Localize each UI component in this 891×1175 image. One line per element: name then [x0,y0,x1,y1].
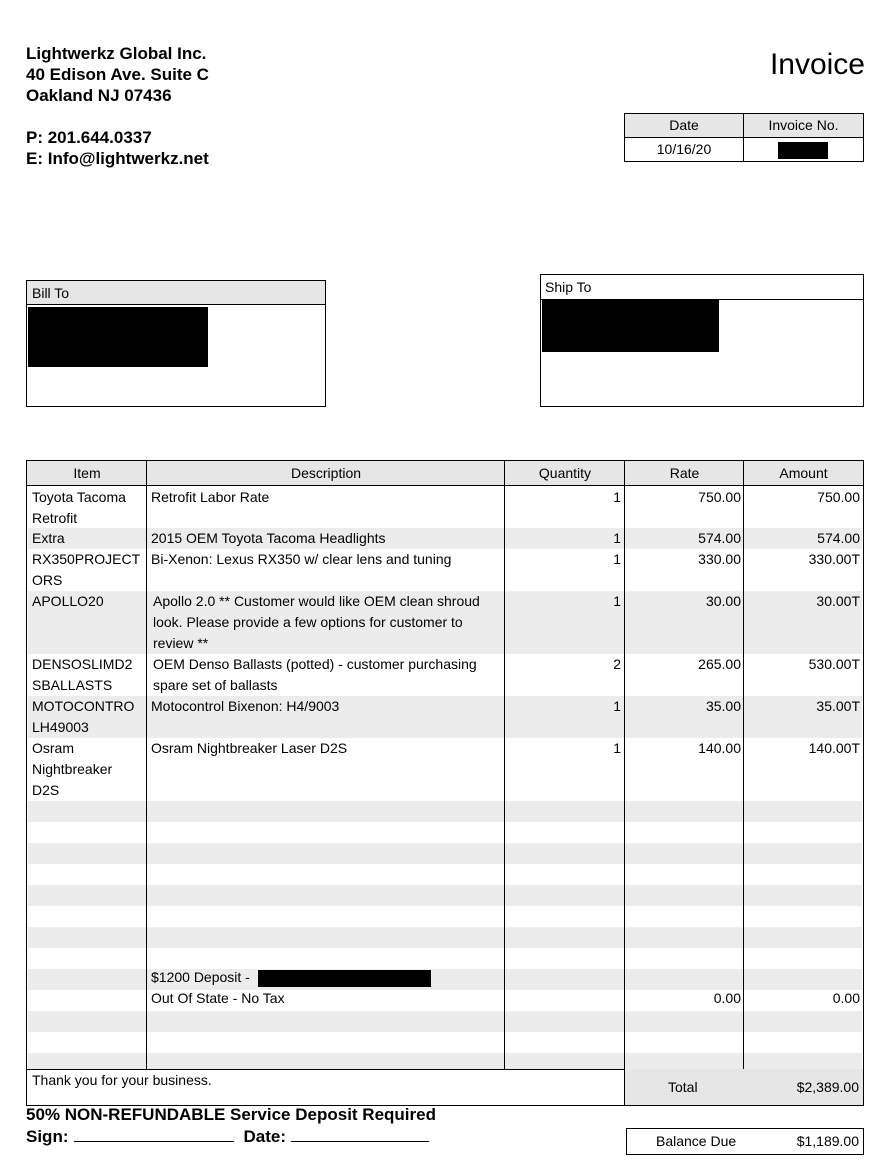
ship-to-box [540,274,864,407]
rate-cell: 330.00 [698,551,741,567]
item-cell: Extra [32,530,65,546]
invoice-title: Invoice [769,48,865,81]
row-stripe [28,843,862,864]
amount-cell: 30.00T [816,593,860,609]
rate-cell: 574.00 [698,530,741,546]
row-stripe [28,1011,862,1032]
description-cell: Apollo 2.0 ** Customer would like OEM clean shroud look. Please provide a few options for customer to review ** [153,593,480,651]
company-phone: P: 201.644.0337 [26,128,152,147]
col-header-rate: Rate [669,465,700,481]
description-cell: Retrofit Labor Rate [151,489,270,505]
total-label: Total [668,1079,698,1095]
description-cell: 2015 OEM Toyota Tacoma Headlights [151,530,386,546]
quantity-cell: 1 [613,698,621,714]
ship-to-label: Ship To [541,275,863,300]
quantity-cell: 1 [613,551,621,567]
col-header-description: Description [290,465,362,481]
row-stripe [28,1053,862,1069]
balance-due-value: $1,189.00 [796,1133,859,1149]
rate-cell: 30.00 [705,593,741,609]
sign-date-label: Date: [243,1127,287,1146]
redacted-deposit-details [258,970,431,987]
line-items-table [26,460,864,1070]
company-email: E: Info@lightwerkz.net [26,149,209,168]
rate-cell: 750.00 [698,489,741,505]
balance-due-box [626,1128,864,1155]
sign-label: Sign: [26,1127,69,1146]
item-cell: RX350PROJECT ORS [32,551,141,588]
tax-description: Out Of State - No Tax [151,990,285,1006]
deposit-note: 50% NON-REFUNDABLE Service Deposit Required [26,1105,436,1124]
row-stripe [28,885,862,906]
column-divider [146,461,147,1069]
amount-cell: 750.00 [817,489,860,505]
quantity-cell: 1 [613,530,621,546]
company-address-line2: Oakland NJ 07436 [26,86,172,105]
quantity-cell: 2 [613,656,621,672]
thank-you-note: Thank you for your business. [26,1069,626,1106]
col-header-item: Item [73,465,101,481]
bill-to-box [26,280,326,407]
deposit-description: $1200 Deposit - [151,969,250,985]
item-cell: Toyota Tacoma Retrofit [32,489,126,526]
redacted-invoice-number [778,142,828,159]
invoice-no-header: Invoice No. [744,114,863,138]
redacted-ship-to-address [542,300,719,352]
row-stripe [28,927,862,948]
item-cell: Osram Nightbreaker D2S [32,740,113,798]
quantity-cell: 1 [613,489,621,505]
item-cell: DENSOSLIMD2 SBALLASTS [32,656,133,693]
table-header [27,461,863,486]
quantity-cell: 1 [613,740,621,756]
signature-blank[interactable] [74,1127,234,1142]
company-info [26,43,209,169]
amount-cell: 330.00T [808,551,860,567]
invoice-date: 10/16/20 [625,138,744,161]
col-header-amount: Amount [779,465,828,481]
balance-due-label: Balance Due [656,1133,737,1149]
quantity-cell: 1 [613,593,621,609]
signature-line [26,1127,439,1147]
rate-cell: 35.00 [705,698,741,714]
item-cell: APOLLO20 [32,593,104,609]
item-cell: MOTOCONTRO LH49003 [32,698,135,735]
description-cell: Osram Nightbreaker Laser D2S [151,740,348,756]
invoice-meta-table [624,113,864,162]
date-blank[interactable] [291,1127,429,1142]
row-stripe [28,801,862,822]
rate-cell: 140.00 [698,740,741,756]
total-value: $2,389.00 [796,1079,859,1095]
tax-amount-cell: 0.00 [832,990,860,1006]
date-header: Date [625,114,744,138]
company-address-line1: 40 Edison Ave. Suite C [26,65,209,84]
company-name: Lightwerkz Global Inc. [26,44,207,63]
amount-cell: 140.00T [808,740,860,756]
total-box [624,1069,864,1106]
amount-cell: 530.00T [808,656,860,672]
description-cell: Bi-Xenon: Lexus RX350 w/ clear lens and tuning [151,551,452,567]
amount-cell: 574.00 [817,530,860,546]
amount-cell: 35.00T [816,698,860,714]
rate-cell: 265.00 [698,656,741,672]
description-cell: OEM Denso Ballasts (potted) - customer purchasing spare set of ballasts [153,656,477,693]
col-header-quantity: Quantity [538,465,592,481]
bill-to-label: Bill To [27,281,325,305]
redacted-bill-to-address [28,307,208,367]
description-cell: Motocontrol Bixenon: H4/9003 [151,698,340,714]
tax-rate-cell: 0.00 [713,990,741,1006]
